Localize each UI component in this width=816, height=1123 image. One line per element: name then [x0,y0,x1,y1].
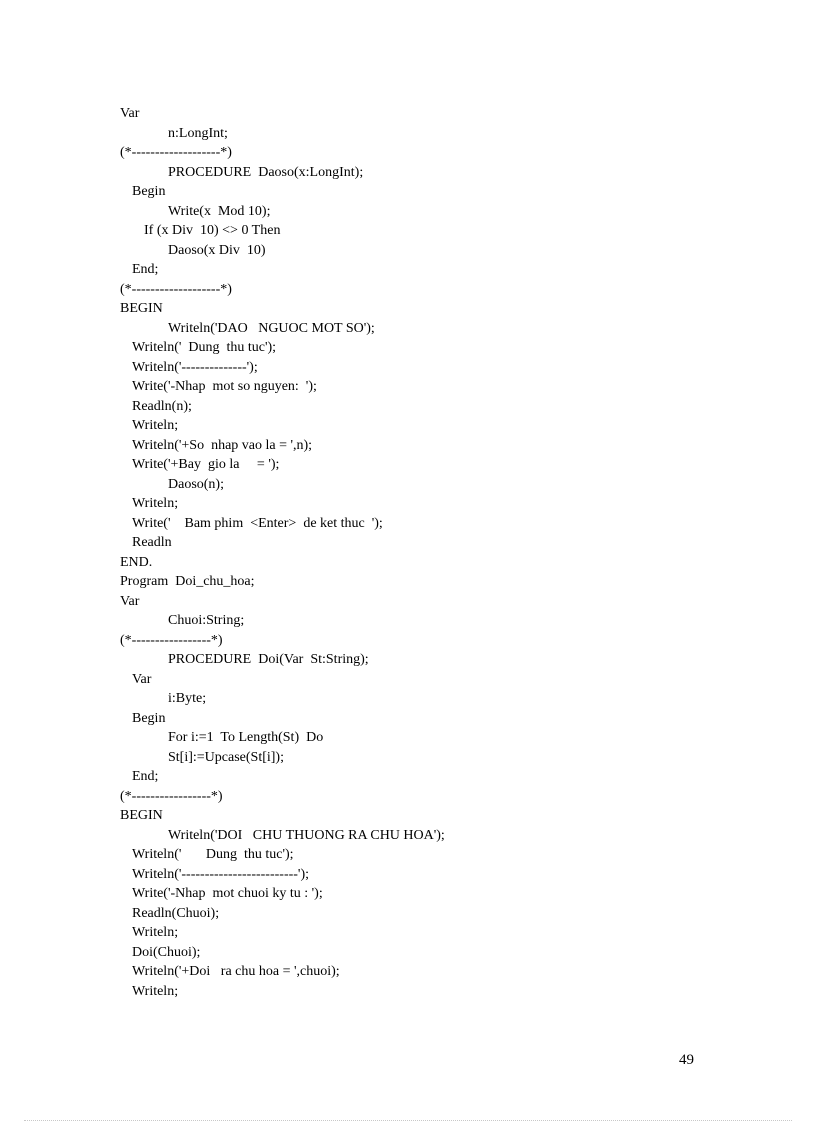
code-line: PROCEDURE Daoso(x:LongInt); [168,164,364,180]
code-line: Doi(Chuoi); [132,944,201,960]
code-line: Writeln; [132,925,179,940]
code-line: Writeln('--------------'); [132,359,258,375]
code-line: PROCEDURE Doi(Var St:String); [168,652,369,667]
page-number: 49 [679,1052,694,1068]
code-line: Readln [132,535,172,550]
code-line: (*-----------------*) [120,788,223,804]
code-line: Write('+Bay gio la = '); [132,457,280,472]
code-line: i:Byte; [168,691,207,706]
code-line: Readln(Chuoi); [132,905,220,921]
code-line: BEGIN [120,301,163,316]
code-line: BEGIN [120,808,163,823]
code-line: End; [132,262,159,277]
code-line: Begin [132,710,166,726]
code-line: Writeln; [132,418,179,433]
code-line: If (x Div 10) <> 0 Then [144,223,281,238]
code-line: Begin [132,184,166,199]
code-line: End; [132,769,159,784]
code-line: Writeln; [132,983,179,999]
code-line: Readln(n); [132,398,192,414]
code-line: Write('-Nhap mot so nguyen: '); [132,379,317,394]
code-line: Var [120,106,140,121]
code-line: Writeln('DAO NGUOC MOT SO'); [168,320,375,336]
code-line: Writeln(' Dung thu tuc'); [132,847,294,862]
code-line: Var [120,593,140,609]
code-line: (*-------------------*) [120,281,232,297]
code-line: END. [120,554,153,570]
code-line: (*-------------------*) [120,145,232,160]
code-line: Program Doi_chu_hoa; [120,574,255,589]
page-bottom-border [24,1120,792,1121]
code-line: n:LongInt; [168,125,228,141]
code-line: Writeln(' Dung thu tuc'); [132,340,277,355]
code-line: Write('-Nhap mot chuoi ky tu : '); [132,886,323,901]
code-listing [120,104,720,1001]
code-line: Write(x Mod 10); [168,203,271,219]
code-line: Writeln('DOI CHU THUONG RA CHU HOA'); [168,827,445,843]
code-line: Writeln; [132,496,179,511]
code-line: Var [132,671,152,687]
code-line: For i:=1 To Length(St) Do [168,730,324,745]
code-line: Daoso(x Div 10) [168,242,266,258]
code-line: St[i]:=Upcase(St[i]); [168,749,284,765]
code-line: Writeln('+Doi ra chu hoa = ',chuoi); [132,964,340,979]
code-line: (*-----------------*) [120,632,223,648]
code-line: Chuoi:String; [168,613,245,628]
code-line: Writeln('+So nhap vao la = ',n); [132,437,313,453]
code-line: Daoso(n); [168,476,224,492]
code-line: Writeln('-------------------------'); [132,866,310,882]
code-line: Write(' Bam phim <Enter> de ket thuc '); [132,515,383,531]
